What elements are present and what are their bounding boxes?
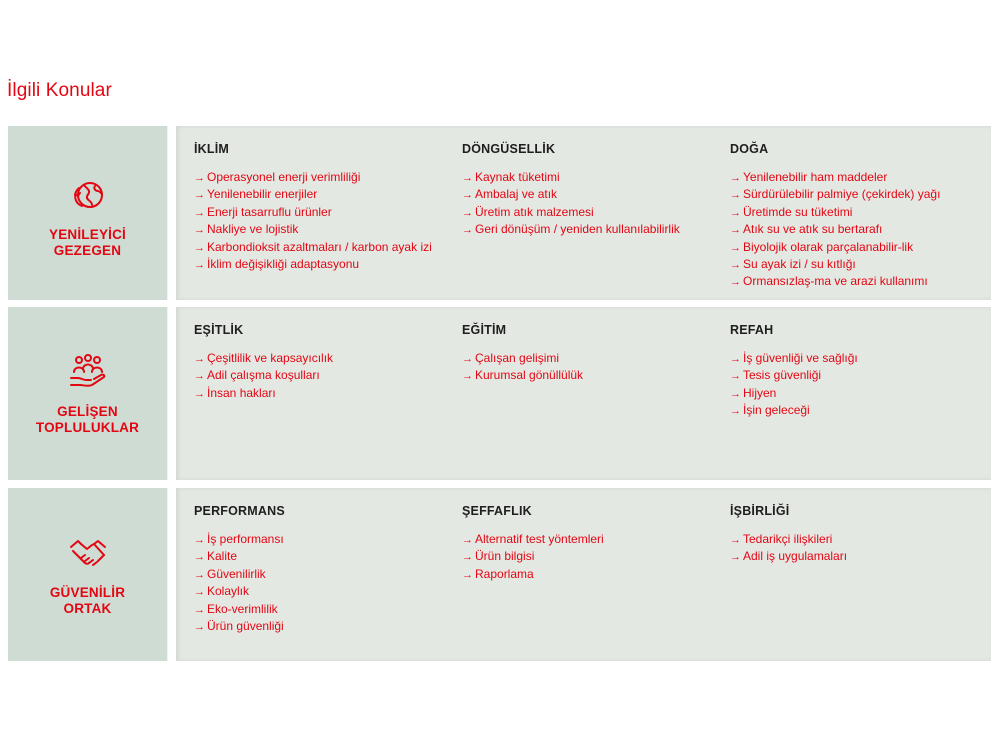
topic-link[interactable]: → Ürün güvenliği bbox=[194, 618, 462, 635]
topic-link[interactable]: → Ürün bilgisi bbox=[462, 548, 730, 565]
arrow-right-icon: → bbox=[730, 405, 741, 418]
row-label: GÜVENİLİR ORTAK bbox=[49, 584, 126, 616]
topic-link[interactable]: → Adil iş uygulamaları bbox=[730, 548, 990, 565]
arrow-right-icon: → bbox=[730, 353, 741, 365]
topic-row-thriving-communities bbox=[8, 307, 991, 480]
topic-link[interactable]: → Kurumsal gönüllülük bbox=[462, 367, 730, 384]
arrow-right-icon: → bbox=[194, 370, 205, 383]
arrow-right-icon: → bbox=[730, 276, 741, 289]
page-title: İlgili Konular bbox=[7, 80, 112, 101]
column-title: İŞBİRLİĞİ bbox=[730, 504, 790, 518]
topic-link[interactable]: → Çalışan gelişimi bbox=[462, 350, 730, 367]
arrow-right-icon: → bbox=[194, 189, 205, 202]
topic-column bbox=[730, 142, 990, 300]
topic-link[interactable]: → Hijyen bbox=[730, 385, 990, 402]
topic-columns bbox=[176, 307, 991, 480]
topic-link[interactable]: → Nakliye ve lojistik bbox=[194, 221, 462, 238]
arrow-right-icon: → bbox=[730, 534, 741, 546]
topic-link[interactable]: → Kaynak tüketimi bbox=[462, 169, 730, 186]
arrow-right-icon: → bbox=[730, 370, 741, 383]
arrow-right-icon: → bbox=[194, 551, 205, 564]
arrow-right-icon: → bbox=[194, 353, 205, 365]
topic-link[interactable]: → Su ayak izi / su kıtlığı bbox=[730, 256, 990, 273]
arrow-right-icon: → bbox=[730, 387, 741, 400]
arrow-right-icon: → bbox=[462, 568, 473, 581]
row-header bbox=[8, 488, 168, 661]
topic-link[interactable]: → Enerji tasarruflu ürünler bbox=[194, 204, 462, 221]
arrow-right-icon: → bbox=[194, 387, 205, 400]
topic-link[interactable]: → Tesis güvenliği bbox=[730, 367, 990, 384]
topic-link[interactable]: → Ormansızlaş-ma ve arazi kullanımı bbox=[730, 273, 990, 290]
arrow-right-icon: → bbox=[194, 224, 205, 237]
arrow-right-icon: → bbox=[462, 353, 473, 365]
topic-column bbox=[462, 142, 730, 300]
arrow-right-icon: → bbox=[194, 534, 205, 546]
arrow-right-icon: → bbox=[194, 568, 205, 581]
topic-row-regenerative-planet bbox=[8, 126, 991, 300]
topic-row-trusted-partner bbox=[8, 488, 991, 661]
topic-column bbox=[194, 323, 462, 480]
arrow-right-icon: → bbox=[462, 551, 473, 564]
topic-link[interactable]: → İklim değişikliği adaptasyonu bbox=[194, 256, 462, 273]
arrow-right-icon: → bbox=[730, 189, 741, 202]
topic-link[interactable]: → İnsan hakları bbox=[194, 385, 462, 402]
topic-link[interactable]: → Üretimde su tüketimi bbox=[730, 204, 990, 221]
arrow-right-icon: → bbox=[462, 189, 473, 202]
topic-link[interactable]: → Çeşitlilik ve kapsayıcılık bbox=[194, 350, 462, 367]
row-header bbox=[8, 126, 168, 300]
topic-link[interactable]: → Geri dönüşüm / yeniden kullanılabilirlik bbox=[462, 221, 730, 238]
topic-column bbox=[730, 323, 990, 480]
topic-link[interactable]: → Alternatif test yöntemleri bbox=[462, 531, 730, 548]
topic-link[interactable]: → Biyolojik olarak parçalanabilir-lik bbox=[730, 239, 990, 256]
arrow-right-icon: → bbox=[194, 586, 205, 599]
row-label: YENİLEYİCİ GEZEGEN bbox=[48, 227, 126, 258]
topic-link[interactable]: → İş güvenliği ve sağlığı bbox=[730, 350, 990, 367]
column-title: PERFORMANS bbox=[194, 504, 285, 518]
community-hand-icon bbox=[68, 352, 108, 392]
topic-column bbox=[194, 504, 462, 661]
topic-column bbox=[462, 504, 730, 661]
row-header bbox=[8, 307, 168, 480]
arrow-right-icon: → bbox=[194, 172, 205, 184]
topic-link[interactable]: → Tedarikçi ilişkileri bbox=[730, 531, 990, 548]
topic-link[interactable]: → Sürdürülebilir palmiye (çekirdek) yağı bbox=[730, 186, 990, 203]
arrow-right-icon: → bbox=[194, 241, 205, 254]
topic-link[interactable]: → Yenilenebilir enerjiler bbox=[194, 186, 462, 203]
column-title: REFAH bbox=[730, 323, 774, 337]
column-title: EĞİTİM bbox=[462, 323, 507, 337]
topic-column bbox=[462, 323, 730, 480]
column-title: EŞİTLİK bbox=[194, 323, 244, 337]
topic-link[interactable]: → Eko-verimlilik bbox=[194, 601, 462, 618]
topic-link[interactable]: → Operasyonel enerji verimliliği bbox=[194, 169, 462, 186]
topic-link[interactable]: → Karbondioksit azaltmaları / karbon ayak izi bbox=[194, 239, 462, 256]
column-title: DOĞA bbox=[730, 142, 769, 156]
arrow-right-icon: → bbox=[730, 241, 741, 254]
arrow-right-icon: → bbox=[194, 603, 205, 616]
topic-link[interactable]: → Raporlama bbox=[462, 566, 730, 583]
topic-link[interactable]: → Ambalaj ve atık bbox=[462, 186, 730, 203]
column-title: ŞEFFAFLIK bbox=[462, 504, 532, 518]
arrow-right-icon: → bbox=[730, 172, 741, 184]
arrow-right-icon: → bbox=[730, 206, 741, 219]
topic-column bbox=[194, 142, 462, 300]
arrow-right-icon: → bbox=[194, 621, 205, 634]
arrow-right-icon: → bbox=[194, 206, 205, 219]
topic-link[interactable]: → Yenilenebilir ham maddeler bbox=[730, 169, 990, 186]
arrow-right-icon: → bbox=[462, 172, 473, 184]
topic-link[interactable]: → Atık su ve atık su bertarafı bbox=[730, 221, 990, 238]
topic-columns bbox=[176, 488, 991, 661]
arrow-right-icon: → bbox=[462, 534, 473, 546]
arrow-right-icon: → bbox=[462, 370, 473, 383]
topic-link[interactable]: → İşin geleceği bbox=[730, 402, 990, 419]
globe-leaf-icon bbox=[68, 175, 108, 215]
arrow-right-icon: → bbox=[730, 224, 741, 237]
arrow-right-icon: → bbox=[730, 551, 741, 564]
arrow-right-icon: → bbox=[194, 259, 205, 272]
topic-columns bbox=[176, 126, 991, 300]
topic-link[interactable]: → Kolaylık bbox=[194, 583, 462, 600]
topic-column bbox=[730, 504, 990, 661]
column-title: İKLİM bbox=[194, 142, 230, 156]
topic-link[interactable]: → Üretim atık malzemesi bbox=[462, 204, 730, 221]
column-title: DÖNGÜSELLİK bbox=[462, 142, 556, 156]
arrow-right-icon: → bbox=[462, 224, 473, 237]
topic-link[interactable]: → Güvenilirlik bbox=[194, 566, 462, 583]
row-label: GELİŞEN TOPLULUKLAR bbox=[35, 403, 140, 435]
topic-link[interactable]: → Adil çalışma koşulları bbox=[194, 367, 462, 384]
arrow-right-icon: → bbox=[462, 206, 473, 219]
arrow-right-icon: → bbox=[730, 259, 741, 272]
handshake-icon bbox=[68, 533, 108, 573]
topic-link[interactable]: → Kalite bbox=[194, 548, 462, 565]
topic-link[interactable]: → İş performansı bbox=[194, 531, 462, 548]
